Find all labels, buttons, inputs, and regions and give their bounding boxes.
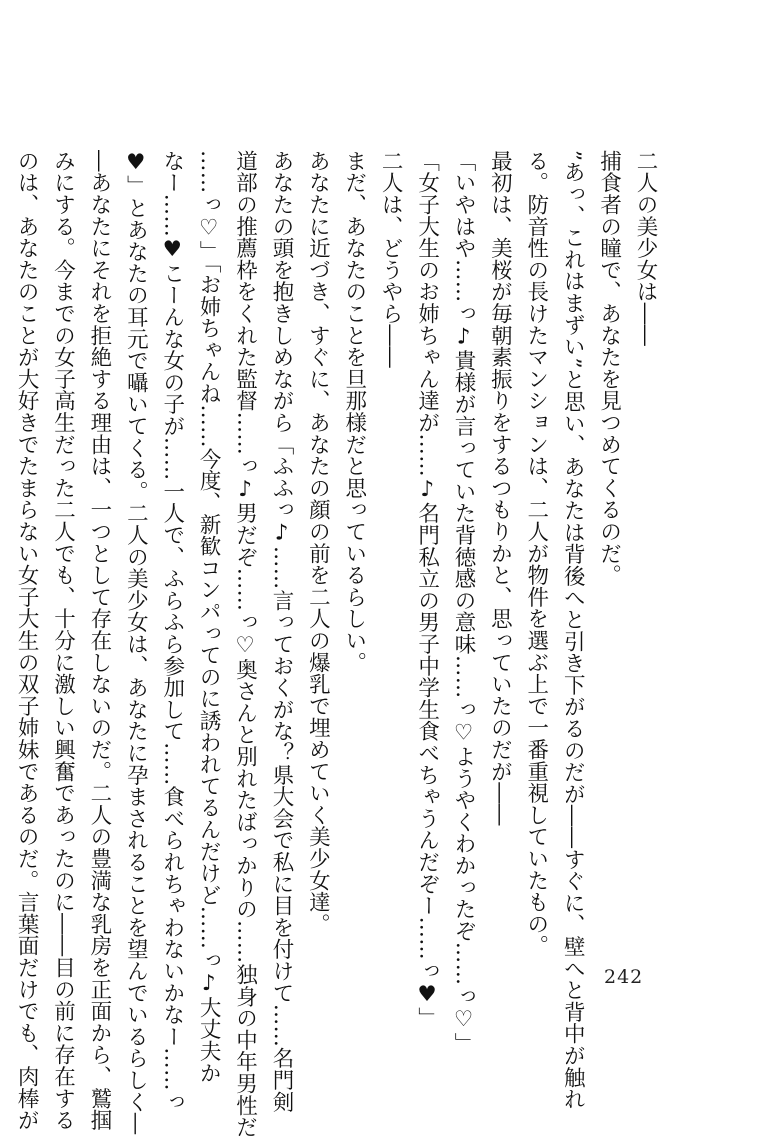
text-line: のは、あなたのことが大好きでたまらない女子大生の双子姉妹であるのだ。言葉面だけでも、肉棒が bbox=[14, 150, 40, 1131]
text-line: る。防音性の長けたマンションは、二人が物件を選ぶ上で一番重視していたもの。 bbox=[523, 150, 549, 957]
text-line: 捕食者の瞳で、あなたを見つめてくるのだ。 bbox=[596, 150, 622, 586]
text-line: 「女子大生のお姉ちゃん達が……♪名門私立の男子中学生食べちゃうんだぞー……っ♥」 bbox=[414, 150, 440, 1029]
text-line: ……っ♡」「お姉ちゃんね……今度、新歓コンパってのに誘われてるんだけど……っ♪大丈夫か bbox=[196, 150, 222, 1084]
text-line: あなたの頭を抱きしめながら「ふふっ♪……言っておくがな？県大会で私に目を付けて……名門剣 bbox=[268, 150, 294, 1113]
text-line: ♥」とあなたの耳元で囁いてくる。二人の美少女は、あなたに孕まされることを望んでいるらしく― bbox=[123, 150, 149, 1135]
text-line: ”あっ、これはまずい”と思い、あなたは背後へと引き下がるのだが――すぐに、壁へと背中が触れ bbox=[560, 150, 586, 1110]
text-line: あなたに近づき、すぐに、あなたの顔の前を二人の爆乳で埋めていく美少女達。 bbox=[305, 150, 331, 935]
text-line: まだ、あなたのことを旦那様だと思っているらしい。 bbox=[341, 150, 367, 674]
text-line: 道部の推薦枠をくれた監督……っ♪男だぞ……っ♡奥さんと別れたばっかりの……独身の中年男性だ bbox=[232, 150, 258, 1138]
text-line: 「いやはや……っ♪貴様が言っていた背徳感の意味……っ♡ようやくわかったぞ……っ♡」 bbox=[450, 150, 476, 1055]
page-number: 242 bbox=[604, 966, 644, 988]
text-line: 最初は、美桜が毎朝素振りをするつもりかと、思っていたのだが―― bbox=[487, 150, 513, 826]
text-line: ―あなたにそれを拒絶する理由は、一つとして存在しないのだ。二人の豊満な乳房を正面から、鷲掴 bbox=[86, 150, 112, 1131]
text-line: 二人の美少女は―― bbox=[633, 150, 658, 347]
text-line: みにする。今までの女子高生だった二人でも、十分に激しい興奮であったのに――目の前に存在する bbox=[50, 150, 76, 1131]
text-line: 二人は、どうやら―― bbox=[378, 150, 404, 368]
text-line: なー……♥こーんな女の子が……一人で、ふらふら参加して……食べられちゃわないかなー……っ bbox=[159, 150, 185, 1113]
